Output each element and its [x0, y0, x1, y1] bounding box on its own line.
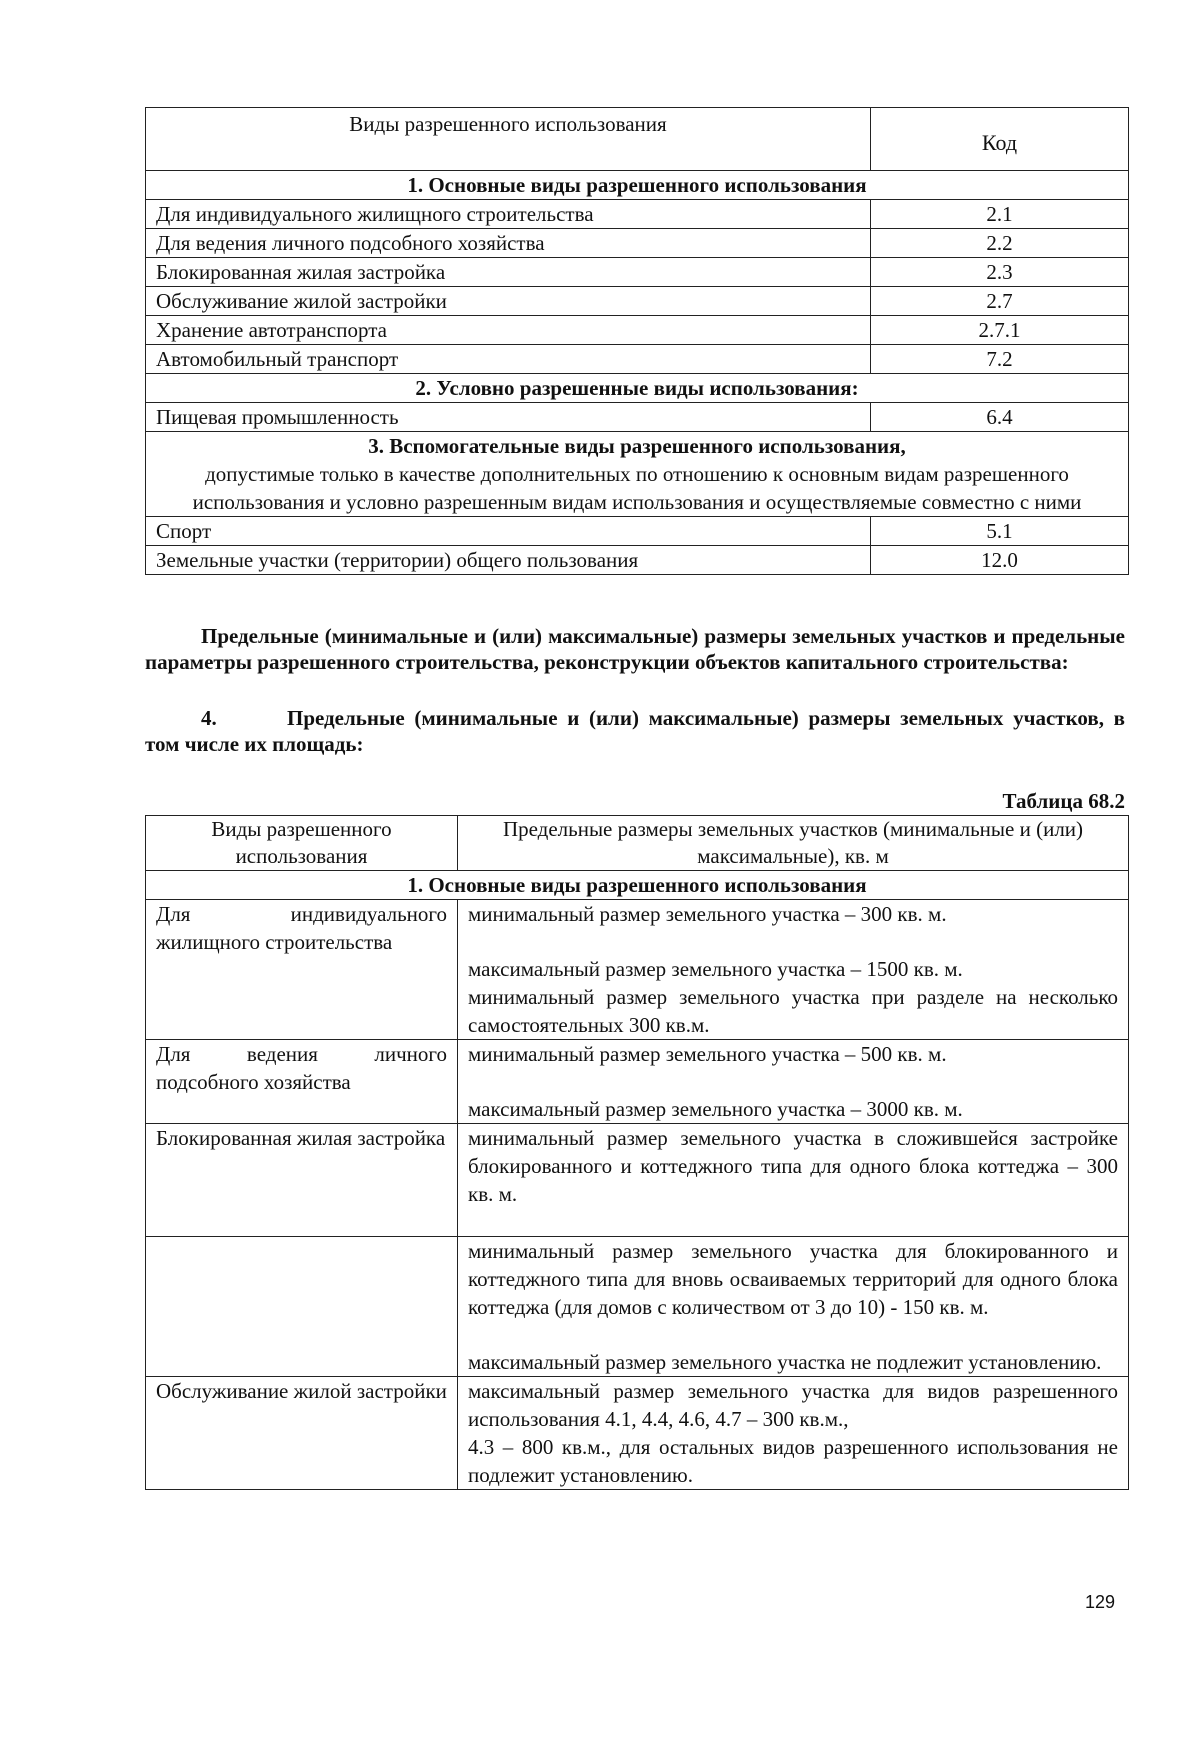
section-auxiliary-description: допустимые только в качестве дополнительных по отношению к основным видам разрешенного использования и условно разрешенным видам использования и осуществляемые совместно с ними	[192, 462, 1082, 514]
land-plot-size-table	[145, 815, 1129, 1490]
use-code: 2.7.1	[871, 316, 1129, 345]
section-title-conditional: 2. Условно разрешенные виды использования:	[146, 374, 1129, 403]
use-name: Спорт	[146, 517, 871, 546]
use-code: 6.4	[871, 403, 1129, 432]
section-title-main: 1. Основные виды разрешенного использования	[146, 171, 1129, 200]
use-name: Для ведения личного подсобного хозяйства	[146, 1040, 458, 1124]
size-text: минимальный размер земельного участка при разделе на несколько самостоятельных 300 кв.м.	[468, 985, 1118, 1037]
numbered-heading	[145, 705, 1125, 757]
use-name: Блокированная жилая застройка	[146, 1124, 458, 1237]
section-title-main: 1. Основные виды разрешенного использования	[146, 871, 1129, 900]
section-auxiliary	[146, 432, 1129, 517]
heading-number: 4.	[201, 706, 217, 730]
table-row	[146, 1124, 1129, 1237]
table-row	[146, 229, 1129, 258]
header-size-limits: Предельные размеры земельных участков (минимальные и (или) максимальные), кв. м	[458, 816, 1129, 871]
use-code: 2.7	[871, 287, 1129, 316]
use-code: 5.1	[871, 517, 1129, 546]
size-limits	[458, 1377, 1129, 1490]
size-text: максимальный размер земельного участка не подлежит установлению.	[468, 1350, 1102, 1374]
size-limits	[458, 1124, 1129, 1237]
size-text: максимальный размер земельного участка – 3000 кв. м.	[468, 1097, 963, 1121]
size-limits	[458, 900, 1129, 1040]
use-name	[146, 1237, 458, 1377]
size-text: максимальный размер земельного участка для видов разрешенного использования 4.1, 4.4, 4.6, 4.7 – 300 кв.м.,	[468, 1379, 1118, 1431]
size-text: 4.3 – 800 кв.м., для остальных видов разрешенного использования не подлежит установлению.	[468, 1435, 1118, 1487]
use-name: Для индивидуального жилищного строительства	[146, 900, 458, 1040]
header-use-type: Виды разрешенного использования	[146, 816, 458, 871]
use-name: Для индивидуального жилищного строительства	[146, 200, 871, 229]
table-row	[146, 1237, 1129, 1377]
table-row	[146, 345, 1129, 374]
size-limits	[458, 1237, 1129, 1377]
use-name: Блокированная жилая застройка	[146, 258, 871, 287]
table-row	[146, 316, 1129, 345]
section-heading	[145, 623, 1125, 675]
use-name: Пищевая промышленность	[146, 403, 871, 432]
table-caption: Таблица 68.2	[1002, 789, 1125, 813]
table-header-row	[146, 816, 1129, 871]
use-code: 7.2	[871, 345, 1129, 374]
header-use-type: Виды разрешенного использования	[146, 108, 871, 171]
table-row	[146, 900, 1129, 1040]
section-title-auxiliary: 3. Вспомогательные виды разрешенного использования,	[368, 434, 906, 458]
size-text: минимальный размер земельного участка – 300 кв. м.	[468, 902, 947, 926]
table-row	[146, 517, 1129, 546]
table-row	[146, 546, 1129, 575]
section-row	[146, 871, 1129, 900]
page-number: 129	[1085, 1592, 1116, 1612]
table-row	[146, 403, 1129, 432]
section-row	[146, 374, 1129, 403]
use-code: 2.3	[871, 258, 1129, 287]
table-row	[146, 287, 1129, 316]
permitted-use-codes-table	[145, 107, 1129, 575]
size-limits	[458, 1040, 1129, 1124]
use-name: Хранение автотранспорта	[146, 316, 871, 345]
size-text: минимальный размер земельного участка – 500 кв. м.	[468, 1042, 947, 1066]
size-text: минимальный размер земельного участка в сложившейся застройке блокированного и коттеджного типа для одного блока коттеджа – 300 кв. м.	[468, 1126, 1118, 1206]
table-header-row	[146, 108, 1129, 171]
size-text: максимальный размер земельного участка – 1500 кв. м.	[468, 957, 963, 981]
table-row	[146, 200, 1129, 229]
table-row	[146, 1377, 1129, 1490]
table-row	[146, 1040, 1129, 1124]
use-name: Автомобильный транспорт	[146, 345, 871, 374]
heading-text: Предельные (минимальные и (или) максимальные) размеры земельных участков и предельные параметры разрешенного строительства, реконструкции объектов капитального строительства:	[145, 624, 1125, 674]
use-name: Земельные участки (территории) общего пользования	[146, 546, 871, 575]
header-code: Код	[871, 108, 1129, 171]
use-name: Обслуживание жилой застройки	[146, 287, 871, 316]
use-code: 2.2	[871, 229, 1129, 258]
size-text: минимальный размер земельного участка для блокированного и коттеджного типа для вновь осваиваемых территорий для одного блока коттеджа (для домов с количеством от 3 до 10) - 150 кв. м.	[468, 1239, 1118, 1319]
heading-text: Предельные (минимальные и (или) максимальные) размеры земельных участков, в том числе их площадь:	[145, 706, 1125, 756]
section-row	[146, 171, 1129, 200]
table-row	[146, 258, 1129, 287]
use-name: Обслуживание жилой застройки	[146, 1377, 458, 1490]
use-code: 2.1	[871, 200, 1129, 229]
use-name: Для ведения личного подсобного хозяйства	[146, 229, 871, 258]
section-row	[146, 432, 1129, 517]
use-code: 12.0	[871, 546, 1129, 575]
